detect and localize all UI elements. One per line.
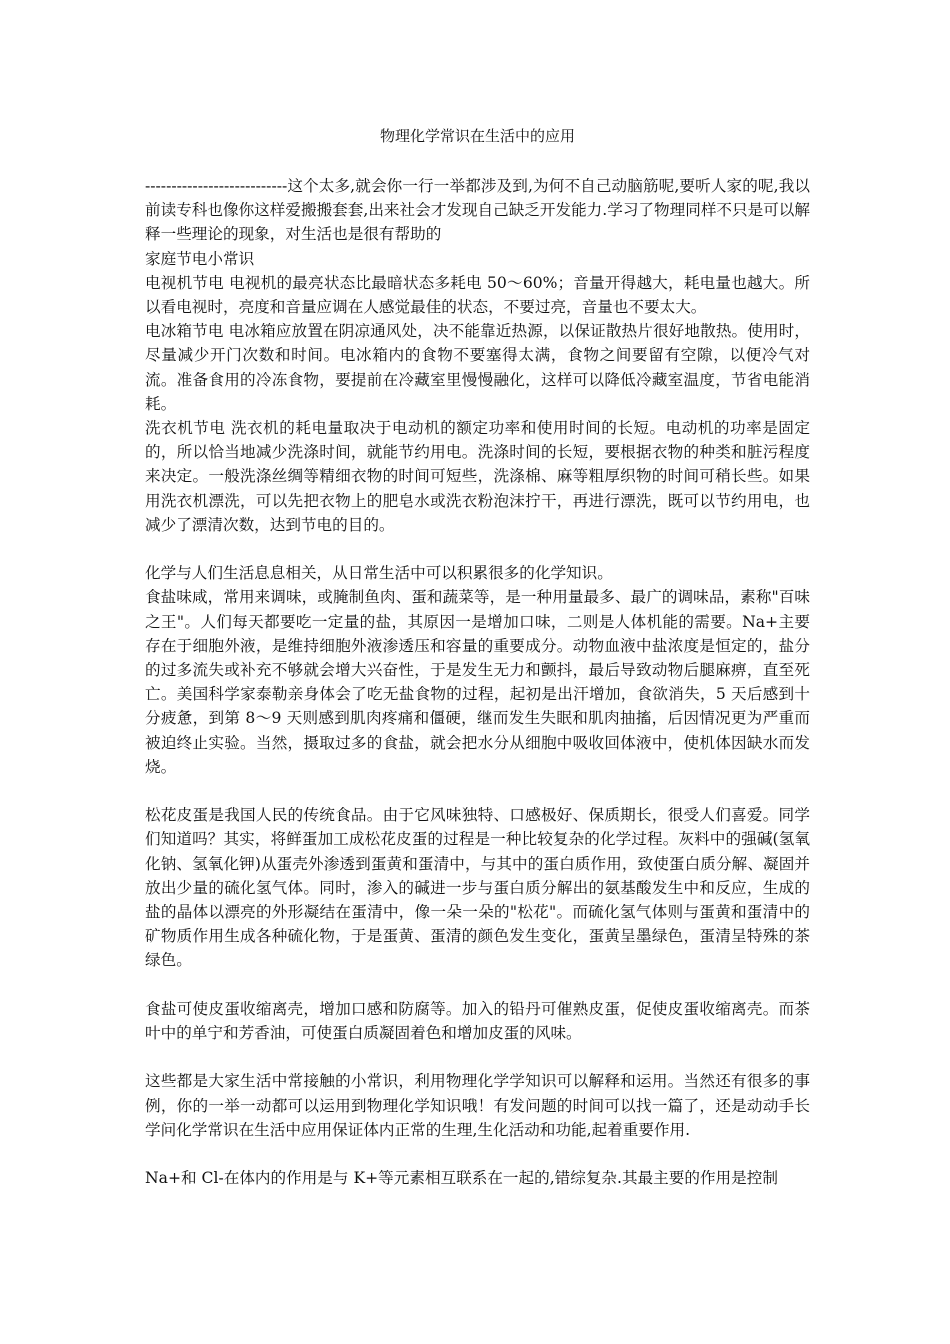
intro-paragraph: ---------------------------这个太多,就会你一行一举都涉及到,为何不自己动脑筋呢,要听人家的呢,我以前读专科也像你这样爱搬搬套套,出来社会才发现自己缺乏开发能力.学习了物理同样不只是可以解释一些理论的现象，对生活也是很有帮助的 xyxy=(145,177,810,244)
paragraph-summary: 这些都是大家生活中常接触的小常识，利用物理化学学知识可以解释和运用。当然还有很多的事例，你的一举一动都可以运用到物理化学知识哦！有发问题的时间可以找一篇了，还是动动手长学问化学常识在生活中应用保证体内正常的生理,生化活动和功能,起着重要作用. xyxy=(145,1072,810,1139)
section-heading-power-saving: 家庭节电小常识 xyxy=(145,249,255,268)
paragraph-egg-ingredients: 食盐可使皮蛋收缩离壳，增加口感和防腐等。加入的铅丹可催熟皮蛋，促使皮蛋收缩离壳。而茶叶中的单宁和芳香油，可使蛋白质凝固着色和增加皮蛋的风味。 xyxy=(145,999,810,1043)
paragraph-preserved-egg: 松花皮蛋是我国人民的传统食品。由于它风味独特、口感极好、保质期长，很受人们喜爱。同学们知道吗？其实，将鲜蛋加工成松花皮蛋的过程是一种比较复杂的化学过程。灰料中的强碱(氢氧化钠、氢氧化钾)从蛋壳外渗透到蛋黄和蛋清中，与其中的蛋白质作用，致使蛋白质分解、凝固并放出少量的硫化氢气体。同时，渗入的碱进一步与蛋白质分解出的氨基酸发生中和反应，生成的盐的晶体以漂亮的外形凝结在蛋清中，像一朵一朵的"松花"。而硫化氢气体则与蛋黄和蛋清中的矿物质作用生成各种硫化物，于是蛋黄、蛋清的颜色发生变化，蛋黄呈墨绿色，蛋清呈特殊的茶绿色。 xyxy=(145,806,810,970)
paragraph-chemistry-intro: 化学与人们生活息息相关，从日常生活中可以积累很多的化学知识。 xyxy=(145,564,613,583)
document-body xyxy=(145,174,810,1190)
paragraph-fridge-power-saving: 电冰箱节电 电冰箱应放置在阴凉通风处，决不能靠近热源，以保证散热片很好地散热。使用时，尽量减少开门次数和时间。电冰箱内的食物不要塞得太满，食物之间要留有空隙，以便冷气对流。准备食用的冷冻食物，要提前在冷藏室里慢慢融化，这样可以降低冷藏室温度，节省电能消耗。 xyxy=(145,322,810,413)
paragraph-tv-power-saving: 电视机节电 电视机的最亮状态比最暗状态多耗电 50～60%；音量开得越大，耗电量也越大。所以看电视时，亮度和音量应调在人感觉最佳的状态，不要过亮，音量也不要太大。 xyxy=(145,273,810,317)
paragraph-salt: 食盐味咸，常用来调味，或腌制鱼肉、蛋和蔬菜等，是一种用量最多、最广的调味品，素称"百味之王"。人们每天都要吃一定量的盐，其原因一是增加口味，二则是人体机能的需要。Na+主要存在于细胞外液，是维持细胞外液渗透压和容量的重要成分。动物血液中盐浓度是恒定的，盐分的过多流失或补充不够就会增大兴奋性，于是发生无力和颤抖，最后导致动物后腿麻痹，直至死亡。美国科学家泰勒亲身体会了吃无盐食物的过程，起初是出汗增加，食欲消失，5 天后感到十分疲惫，到第 8～9 天则感到肌肉疼痛和僵硬，继而发生失眠和肌肉抽搐，后因情况更为严重而被迫终止实验。当然，摄取过多的食盐，就会把水分从细胞中吸收回体液中，使机体因缺水而发烧。 xyxy=(145,588,810,776)
paragraph-ions: Na+和 Cl-在体内的作用是与 K+等元素相互联系在一起的,错综复杂.其最主要的作用是控制 xyxy=(145,1169,778,1188)
paragraph-washer-power-saving: 洗衣机节电 洗衣机的耗电量取决于电动机的额定功率和使用时间的长短。电动机的功率是固定的，所以恰当地减少洗涤时间，就能节约用电。洗涤时间的长短，要根据衣物的种类和脏污程度来决定。一般洗涤丝绸等精细衣物的时间可短些，洗涤棉、麻等粗厚织物的时间可稍长些。如果用洗衣机漂洗，可以先把衣物上的肥皂水或洗衣粉泡沫拧干，再进行漂洗，既可以节约用电，也减少了漂清次数，达到节电的目的。 xyxy=(145,419,810,534)
document-title: 物理化学常识在生活中的应用 xyxy=(379,127,575,145)
